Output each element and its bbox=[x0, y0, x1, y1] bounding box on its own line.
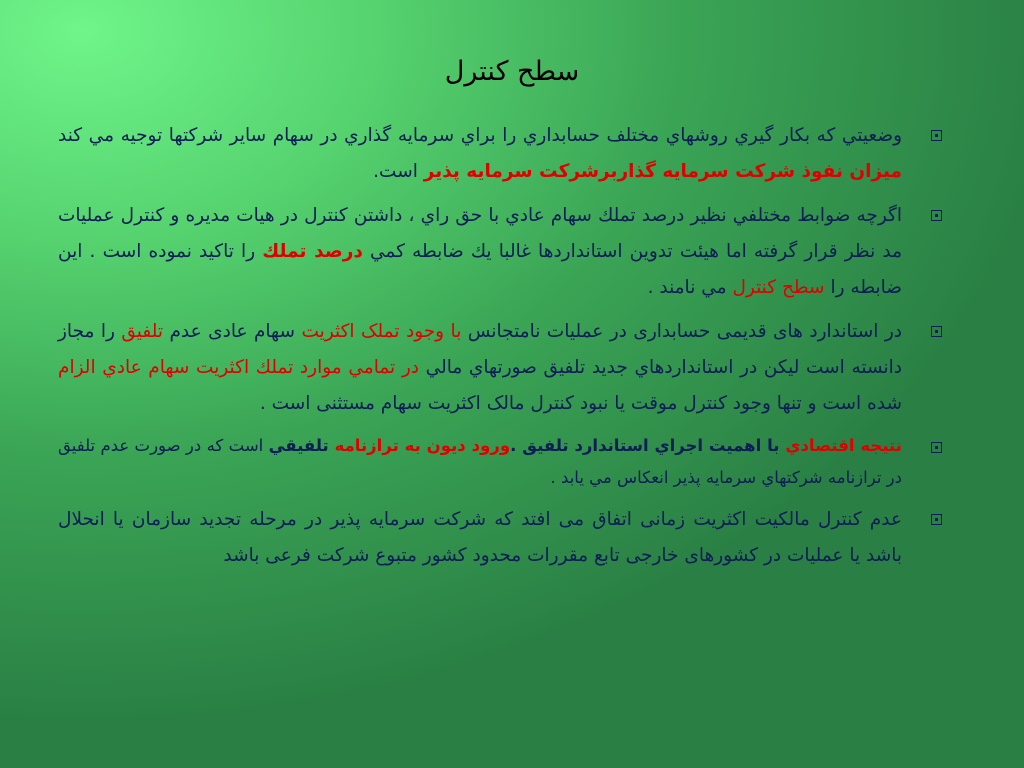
bullet-item bbox=[58, 502, 948, 574]
bullet-item bbox=[58, 430, 948, 494]
square-bullet-icon bbox=[931, 210, 942, 221]
bullet-text: در استاندارد های قدیمی حسابداری در عملیات نامتجانس bbox=[461, 321, 902, 342]
bullet-item bbox=[58, 314, 948, 422]
highlighted-text: تلفیق bbox=[121, 321, 164, 342]
bullet-text: است. bbox=[373, 161, 424, 182]
highlighted-text: در تمامي موارد تملك اكثريت سهام عادي الزام bbox=[58, 357, 419, 378]
highlighted-text: ورود ديون به ترازنامه bbox=[334, 436, 511, 455]
bullet-text: مي نامند . bbox=[647, 277, 733, 298]
highlighted-text: نتيجه اقتصادي bbox=[785, 436, 902, 455]
square-bullet-icon bbox=[931, 326, 942, 337]
bullet-text: سهام عادی عدم bbox=[163, 321, 302, 342]
bullet-text: عدم کنترل مالکیت اکثریت زمانی اتفاق می افتد که شرکت سرمایه پذیر در مرحله تجدید سازمان یا انحلال باشد یا عملیات در کشورهای خارجی تابع مقررات محدود کشور متبوع شرکت فرعی باشد bbox=[58, 509, 902, 566]
square-bullet-icon bbox=[931, 442, 942, 453]
bullet-text: اگرچه ضوابط مختلفي نظير درصد تملك سهام عادي با حق راي ، داشتن كنترل در هيات مديره و كنترل عمليات مد نظر قرار گرفته اما هيئت تدوين استانداردها غالبا يك ضابطه كمي bbox=[58, 205, 902, 262]
bullet-item bbox=[58, 198, 948, 306]
square-bullet-icon bbox=[931, 514, 942, 525]
bullet-text: شده است و تنها وجود كنترل موقت يا نبود كنترل مالک اکثریت سهام مستثنی است . bbox=[259, 393, 902, 414]
bullet-text: است كه در صورت عدم تلفيق در ترازنامه شركتهاي سرمايه پذير انعكاس مي يابد . bbox=[58, 436, 902, 487]
highlighted-text: درصد تملك bbox=[262, 241, 363, 262]
bullet-text: با اهميت اجراي استاندارد تلفيق . bbox=[510, 436, 786, 455]
bullet-text: را مجاز دانسته است ليكن در استانداردهاي جديد تلفيق صورتهاي مالي bbox=[58, 321, 902, 378]
bullet-text: تلفيقي bbox=[268, 436, 335, 455]
square-bullet-icon bbox=[931, 130, 942, 141]
bullet-list bbox=[58, 118, 948, 582]
highlighted-text: ميزان نفوذ شركت سرمايه گذاربرشركت سرمايه پذير bbox=[423, 161, 902, 182]
highlighted-text: سطح كنترل bbox=[732, 277, 825, 298]
bullet-item bbox=[58, 118, 948, 190]
bullet-text: را تاكيد نموده است . اين ضابطه را bbox=[58, 241, 902, 298]
slide-title: سطح کنترل bbox=[444, 56, 580, 87]
bullet-text: وضعيتي كه بكار گيري روشهاي مختلف حسابداري را براي سرمايه گذاري در سهام ساير شركتها توجيه مي كند bbox=[58, 125, 902, 146]
highlighted-text: با وجود تملک اکثریت bbox=[301, 321, 462, 342]
